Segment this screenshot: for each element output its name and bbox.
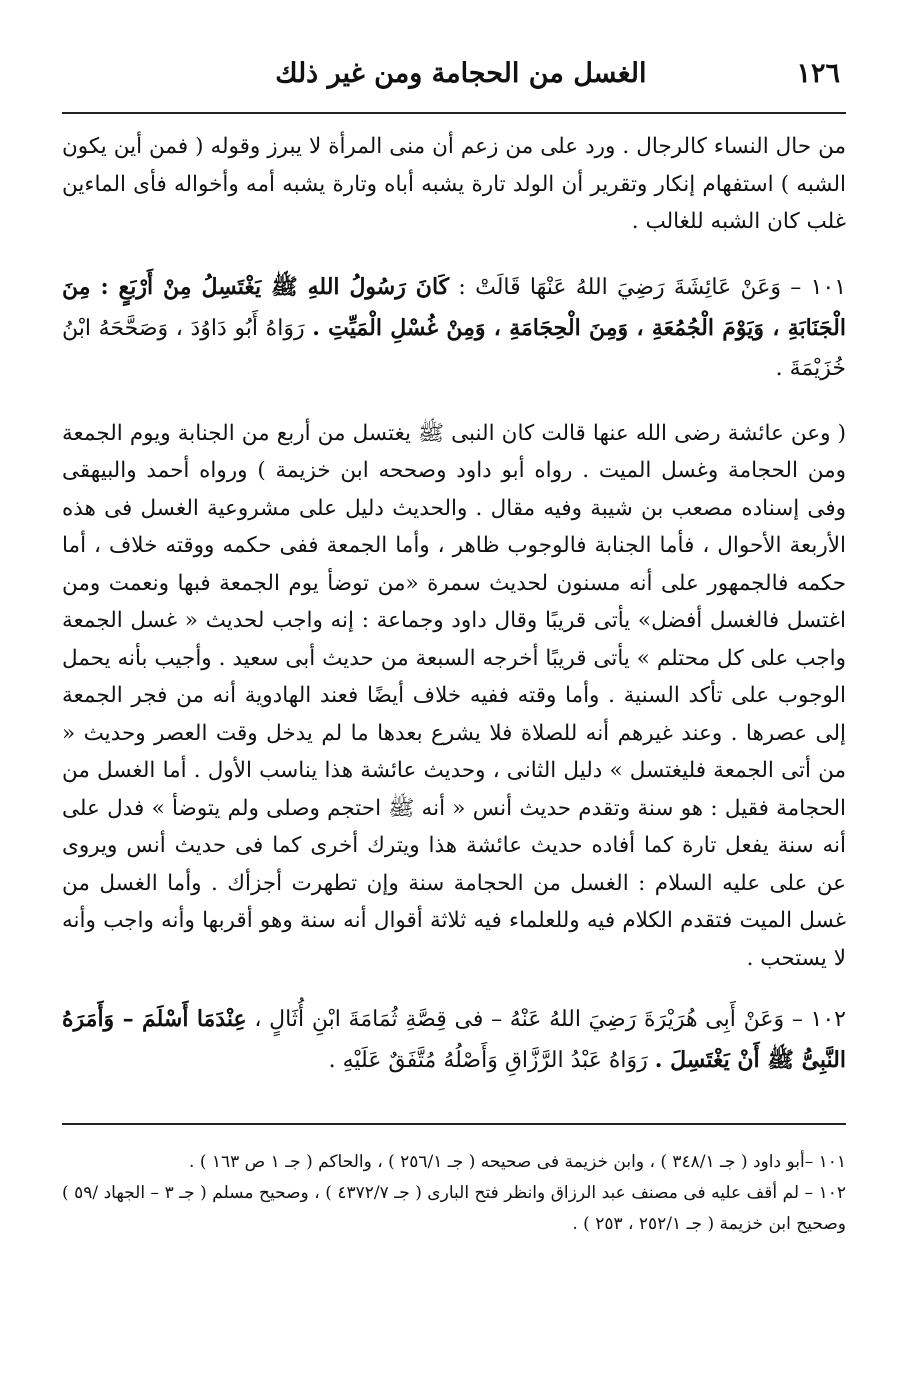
- book-page: [62, 58, 846, 1358]
- hadith-102-matn: عِنْدَمَا أَسْلَمَ – وَأَمَرَهُ النَّبِىُّ ﷺ أَنْ يَغْتَسِلَ .: [62, 1006, 846, 1073]
- footnote-102: ١٠٢ – لم أقف عليه فى مصنف عبد الرزاق وانظر فتح البارى ( جـ ٤٣٧٢/٧ ) ، وصحيح مسلم ( جـ ٣ – الجهاد /٥٩ ) وصحيح ابن خزيمة ( جـ ٢٥٢/١ ، ٢٥٣ ) .: [62, 1183, 846, 1234]
- running-title: الغسل من الحجامة ومن غير ذلك: [275, 58, 647, 89]
- hadith-102-intro: ١٠٢ – وَعَنْ أَبِى هُرَيْرَةَ رَضِيَ اللهُ عَنْهُ – فى قِصَّةِ ثُمَامَةَ ابْنِ أُثَالٍ ،: [254, 1007, 846, 1032]
- page-header: [62, 58, 846, 112]
- hadith-102-source: رَوَاهُ عَبْدُ الرَّزَّاقِ وَأَصْلُهُ مُتَّفَقٌ عَلَيْهِ .: [328, 1048, 648, 1073]
- hadith-102: [62, 999, 846, 1081]
- footnote-rule: [62, 1123, 846, 1125]
- intro-paragraph: من حال النساء كالرجال . ورد على من زعم أن منى المرأة لا يبرز وقوله ( فمن أين يكون الشبه ) استفهام إنكار وتقرير أن الولد تارة يشبه أباه وتارة يشبه أمه وأخواله فأى الماءين غلب كان الشبه للغالب .: [62, 134, 846, 234]
- page-number: ١٢٦: [796, 58, 840, 89]
- footnotes: [62, 1147, 846, 1240]
- footnote-101: ١٠١ –أبو داود ( جـ ٣٤٨/١ ) ، وابن خزيمة فى صحيحه ( جـ ٢٥٦/١ ) ، والحاكم ( جـ ١ ص ١٦٣ ) .: [189, 1152, 846, 1172]
- commentary-paragraph: ( وعن عائشة رضى الله عنها قالت كان النبى ﷺ يغتسل من أربع من الجنابة ويوم الجمعة ومن الحجامة وغسل الميت . رواه أبو داود وصححه ابن خزيمة ) ورواه أحمد والبيهقى وفى إسناده مصعب بن شيبة وفيه مقال . والحديث دليل على مشروعية الغسل فى هذه الأربعة الأحوال ، فأما الجنابة فالوجوب ظاهر ، وأما الجمعة ففى حكمه ووقته خلاف ، أما حكمه فالجمهور على أنه مسنون لحديث سمرة «من توضأ يوم الجمعة فبها ونعمت ومن اغتسل فالغسل أفضل» يأتى قريبًا وقال داود وجماعة : إنه واجب لحديث « غسل الجمعة واجب على كل محتلم » يأتى قريبًا أخرجه السبعة من حديث أبى سعيد . وأجيب بأنه يحمل الوجوب على تأكد السنية . وأما وقته ففيه خلاف أيضًا فعند الهادوية أنه من فجر الجمعة إلى عصرها . وعند غيرهم أنه للصلاة فلا يشرع بعدها ما لم يدخل وقت العصر وحديث « من أتى الجمعة فليغتسل » دليل الثانى ، وحديث عائشة هذا يناسب الأول . أما الغسل من الحجامة فقيل : هو سنة وتقدم حديث أنس « أنه ﷺ احتجم وصلى ولم يتوضأ » فدل على أنه سنة يفعل تارة كما أفاده حديث عائشة هذا ويترك أخرى كما فى حديث أنس ويروى عن على عليه السلام : الغسل من الحجامة سنة وإن تطهرت أجزأك . وأما الغسل من غسل الميت فتقدم الكلام فيه وللعلماء فيه ثلاثة أقوال أنه سنة وهو أقربها وأنه واجب وأنه لا يستحب .: [62, 420, 846, 971]
- hadith-101: [62, 267, 846, 389]
- hadith-101-matn: كَانَ رَسُولُ اللهِ ﷺ يَغْتَسِلُ مِنْ أَرْبَعٍ : مِنَ الْجَنَابَةِ ، وَيَوْمَ الْجُمُعَةِ ، وَمِنَ الْحِجَامَةِ ، وَمِنْ غُسْلِ الْمَيِّتِ .: [62, 273, 846, 341]
- hadith-101-source: رَوَاهُ أَبُو دَاوُدَ ، وَصَحَّحَهُ ابْنُ خُزَيْمَةَ .: [62, 315, 846, 381]
- hadith-101-intro: ١٠١ – وَعَنْ عَائِشَةَ رَضِيَ اللهُ عَنْهَا قَالَتْ :: [458, 274, 847, 300]
- header-rule: [62, 112, 846, 114]
